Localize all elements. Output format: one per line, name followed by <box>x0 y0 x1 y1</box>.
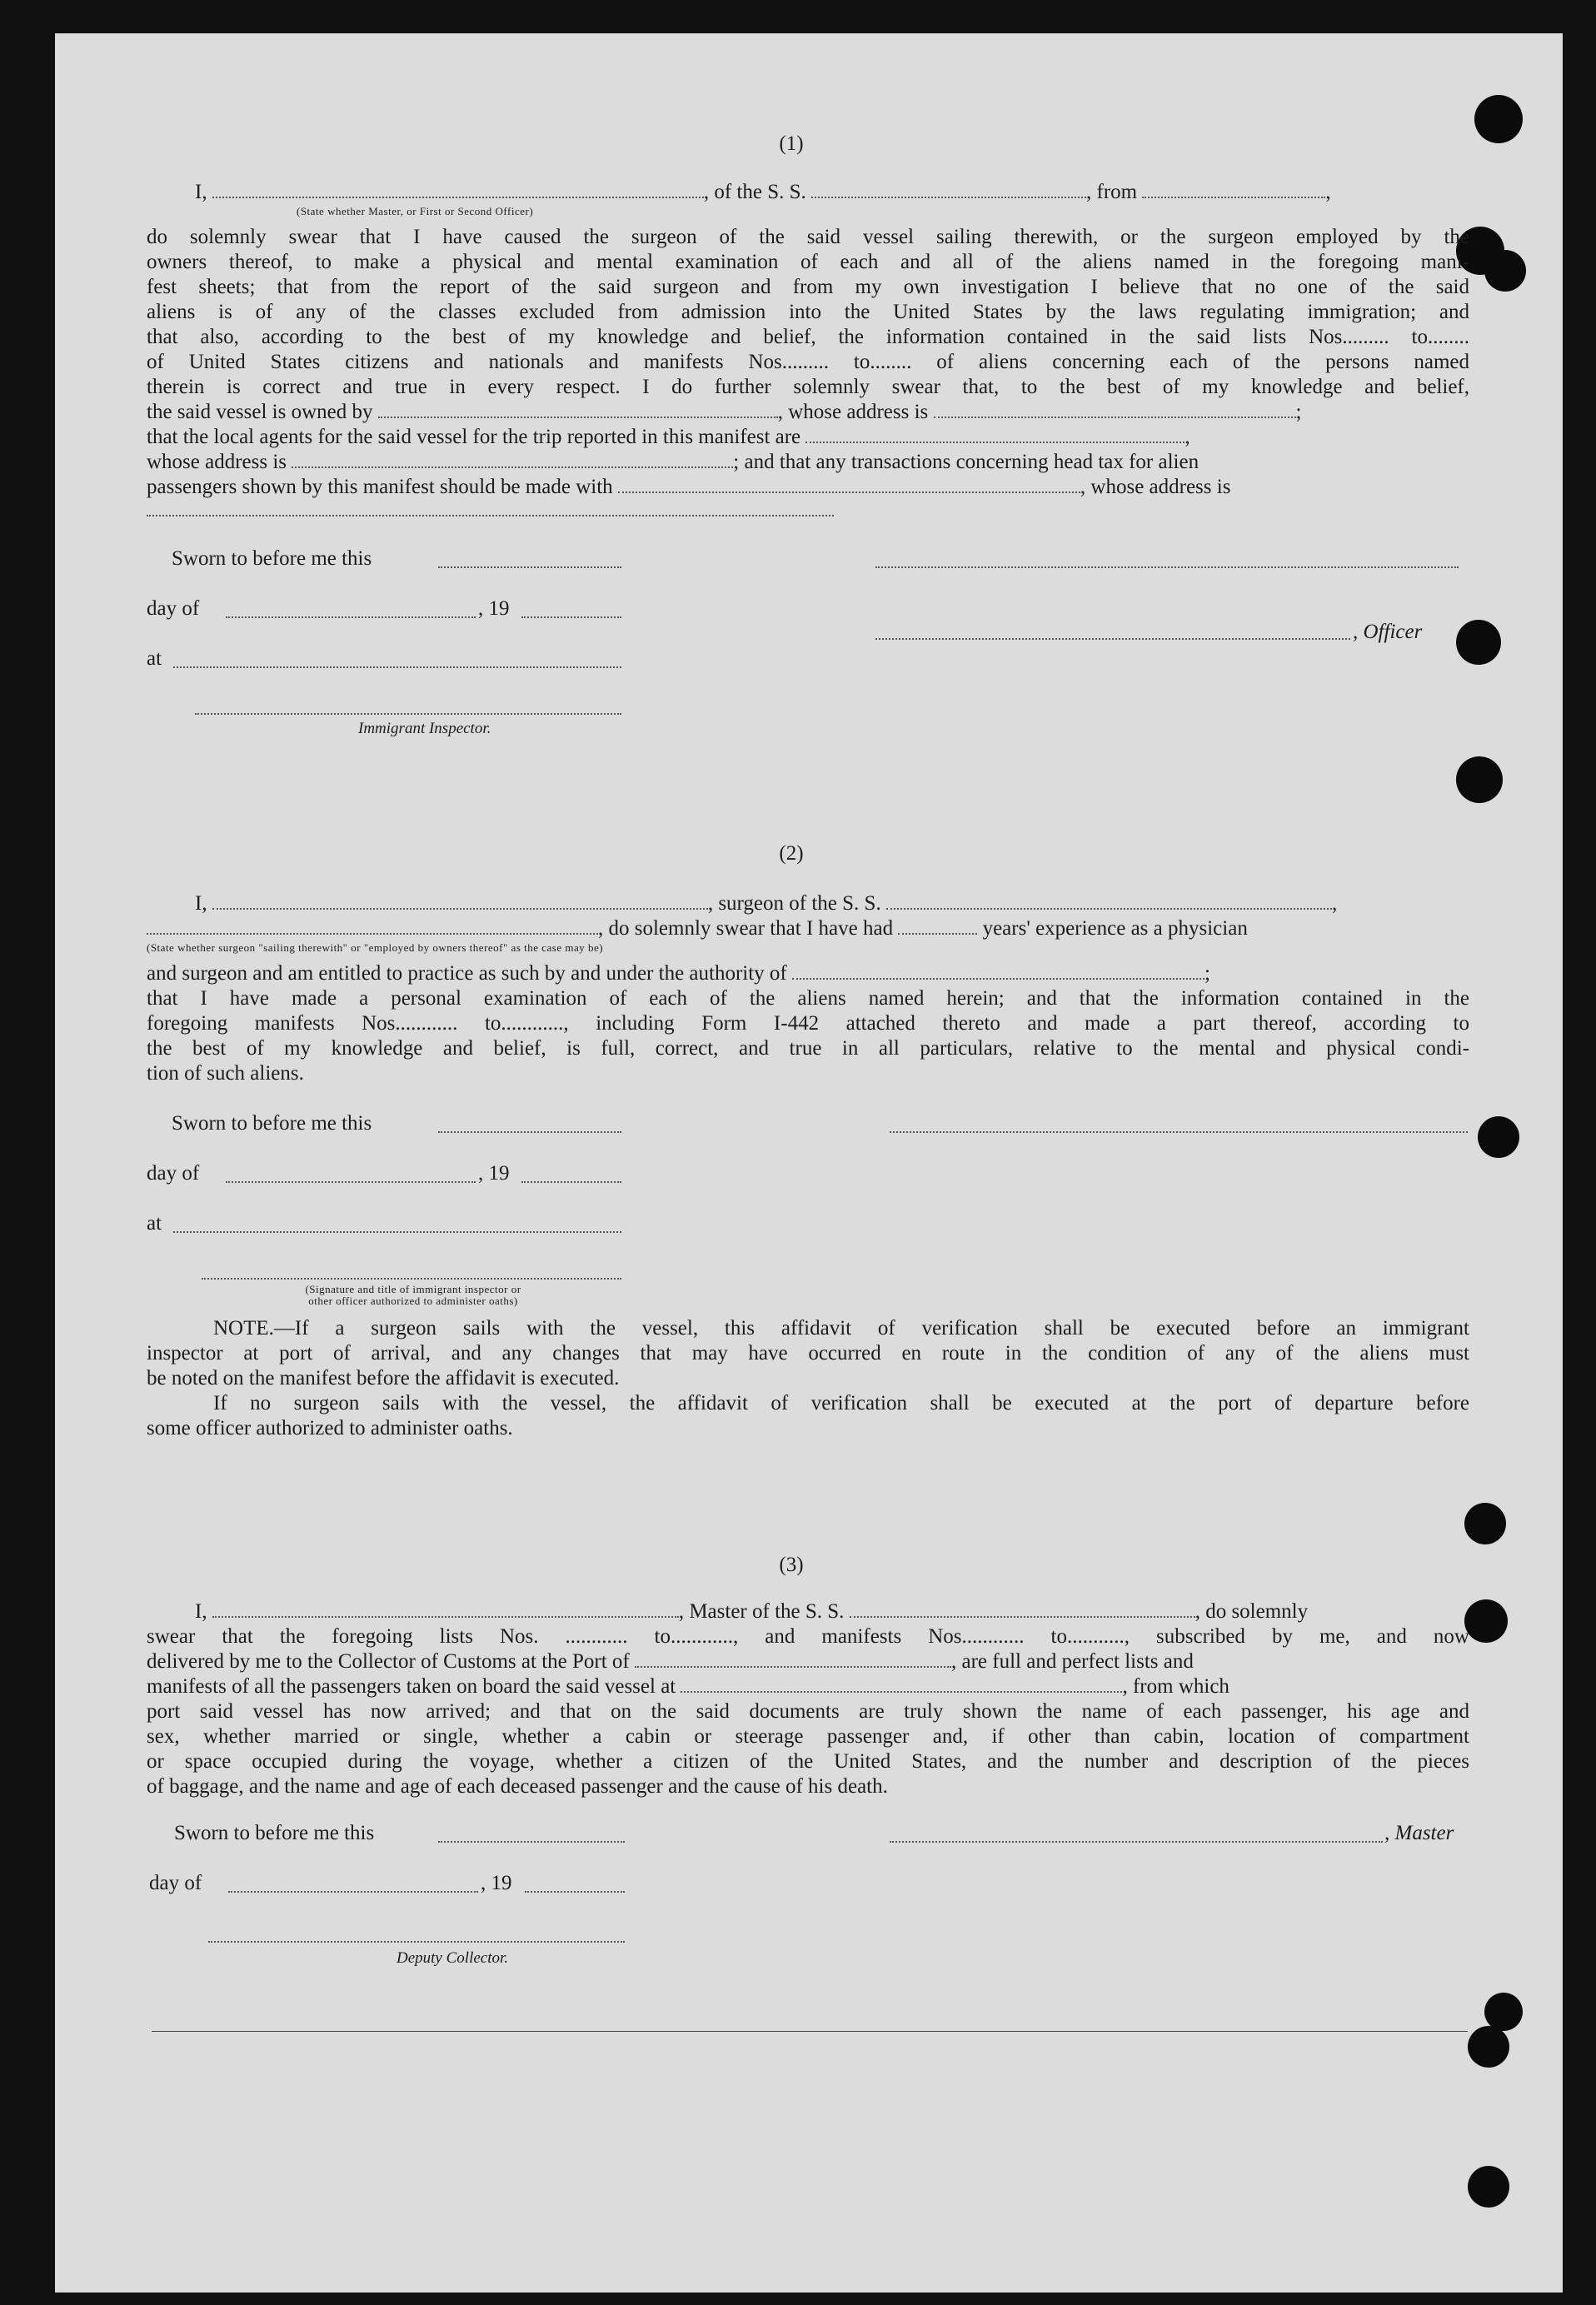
s3-embark-port-field[interactable] <box>681 1674 1122 1693</box>
section-2-number: (2) <box>779 842 804 865</box>
s2-i-label: I, <box>195 892 207 915</box>
s2-sworn-label: Sworn to before me this <box>172 1112 372 1135</box>
s1-whose-address-label: whose address is <box>147 451 287 473</box>
punch-hole <box>1474 95 1523 143</box>
s1-owned-by-label: the said vessel is owned by <box>147 401 373 423</box>
s1-semicolon: ; <box>1295 401 1302 423</box>
s3-sworn-label: Sworn to before me this <box>174 1822 375 1844</box>
s1-officer-label: , Officer <box>1353 621 1423 643</box>
s2-authority-line <box>147 961 1210 986</box>
s1-year-label: , 19 <box>478 597 510 620</box>
s1-year-field[interactable] <box>521 616 621 618</box>
s3-port-field[interactable] <box>635 1649 951 1668</box>
s3-collector-line <box>147 1649 1194 1674</box>
s3-master-name-field[interactable] <box>212 1599 679 1618</box>
punch-hole <box>1478 1116 1519 1158</box>
s3-sworn-date-field[interactable] <box>438 1841 625 1843</box>
s3-master-label: , Master <box>1384 1822 1454 1844</box>
s3-paragraph-line: of baggage, and the name and age of each deceased passenger and the cause of his death. <box>147 1775 888 1798</box>
s1-sworn-label: Sworn to before me this <box>172 547 372 570</box>
s2-paragraph-line: the best of my knowledge and belief, is full, correct, and true in all particulars, relative to the mental and physical condi- <box>147 1037 1469 1060</box>
s1-day-label: day of <box>147 597 200 620</box>
s2-day-field[interactable] <box>226 1181 476 1183</box>
bottom-rule <box>152 2031 1468 2032</box>
s2-at-place-field[interactable] <box>173 1231 621 1233</box>
punch-hole <box>1468 2026 1509 2068</box>
s1-owner-field[interactable] <box>378 400 778 418</box>
s2-vessel-name-field[interactable] <box>886 891 1332 910</box>
s1-head-tax-line <box>147 475 1230 500</box>
s3-day-field[interactable] <box>228 1891 478 1893</box>
s2-signature-caption: other officer authorized to administer oaths) <box>308 1295 518 1307</box>
s2-years-text: years' experience as a physician <box>982 917 1248 940</box>
s1-whose-address-label: , whose address is <box>1080 476 1231 498</box>
s1-head-tax-text: ; and that any transactions concerning head tax for alien <box>733 451 1199 473</box>
s3-paragraph-line: port said vessel has now arrived; and that on the said documents are truly shown the name of each passenger, his age and <box>147 1700 1469 1723</box>
note-line: NOTE.—If a surgeon sails with the vessel, this affidavit of verification shall be executed before an immigrant <box>213 1317 1469 1340</box>
s1-of-ss-label: , of the S. S. <box>703 181 806 203</box>
s3-paragraph-line: swear that the foregoing lists Nos. ............ to............, and manifests Nos............ to..........., subscribed by me, and now <box>147 1625 1469 1648</box>
note-line: inspector at port of arrival, and any changes that may have occurred en route in the condition of any of the aliens must <box>147 1342 1469 1365</box>
s1-paragraph-line: do solemnly swear that I have caused the surgeon of the said vessel sailing therewith, or the surgeon employed by the <box>147 226 1469 248</box>
punch-hole <box>1456 756 1503 803</box>
s2-authority-label: and surgeon and am entitled to practice as such by and under the authority of <box>147 962 787 985</box>
punch-hole <box>1464 1599 1508 1643</box>
s1-inspector-label: Immigrant Inspector. <box>358 720 491 737</box>
s1-line-1 <box>195 180 1331 205</box>
s1-officer-rank-field[interactable] <box>212 180 704 198</box>
s3-deputy-signature-field[interactable] <box>208 1941 625 1943</box>
s1-from-port-field[interactable] <box>1142 180 1325 198</box>
s2-surgeon-name-field[interactable] <box>212 891 708 910</box>
s1-paragraph-line: that also, according to the best of my knowledge and belief, the information contained in the said lists Nos......... to........ <box>147 326 1469 348</box>
s1-day-field[interactable] <box>226 616 476 618</box>
s1-owner-line <box>147 400 1301 425</box>
s1-agents-address-line <box>147 450 1199 475</box>
s2-year-label: , 19 <box>478 1162 510 1185</box>
s1-agents-address-field[interactable] <box>292 450 733 468</box>
s2-line-2 <box>147 916 1248 941</box>
s3-taken-on-board-label: manifests of all the passengers taken on board the said vessel at <box>147 1675 676 1698</box>
s1-sworn-date-field[interactable] <box>438 566 621 568</box>
s2-comma: , <box>1331 892 1338 915</box>
s2-line-1 <box>195 891 1337 916</box>
s2-paragraph-line: that I have made a personal examination of each of the aliens named herein; and that the information contained in the <box>147 987 1469 1010</box>
s2-paragraph-line: foregoing manifests Nos............ to............, including Form I-442 attached thereto and made a part thereof, according to <box>147 1012 1469 1035</box>
s1-vessel-name-field[interactable] <box>811 180 1086 198</box>
punch-hole <box>1456 620 1501 665</box>
s2-inspector-signature-field[interactable] <box>202 1278 621 1280</box>
s1-at-label: at <box>147 647 162 670</box>
note-line: If no surgeon sails with the vessel, the affidavit of verification shall be executed at the port of departure before <box>213 1392 1469 1414</box>
s1-whose-address-label: , whose address is <box>777 401 929 423</box>
s3-from-which-text: , from which <box>1122 1675 1229 1698</box>
s2-status-caption: (State whether surgeon "sailing therewith" or "employed by owners thereof" as the case may be) <box>147 941 604 954</box>
s1-paragraph-line: owners thereof, to make a physical and mental examination of each and all of the aliens named in the foregoing mani- <box>147 251 1469 273</box>
s2-semicolon: ; <box>1204 962 1210 985</box>
s2-years-field[interactable] <box>898 916 977 935</box>
s1-comma: , <box>1185 426 1190 448</box>
s2-surgeon-of-ss-label: , surgeon of the S. S. <box>707 892 881 915</box>
s2-signature-caption: (Signature and title of immigrant inspector or <box>305 1283 521 1295</box>
punch-hole <box>1464 1503 1506 1544</box>
s1-comma: , <box>1325 181 1331 203</box>
s3-collector-label: delivered by me to the Collector of Customs at the Port of <box>147 1650 630 1673</box>
s1-signature-field[interactable] <box>875 566 1459 568</box>
s3-perfect-lists-text: , are full and perfect lists and <box>951 1650 1194 1673</box>
s2-at-label: at <box>147 1212 162 1235</box>
s2-signature-field[interactable] <box>890 1131 1468 1133</box>
s3-embark-line <box>147 1674 1229 1699</box>
s3-year-field[interactable] <box>525 1891 625 1893</box>
section-3-number: (3) <box>779 1554 804 1576</box>
s1-paragraph-line: fest sheets; that from the report of the said surgeon and from my own investigation I believe that no one of the said <box>147 276 1469 298</box>
s1-paragraph-line: aliens is of any of the classes excluded from admission into the United States by the laws regulating immigration; and <box>147 301 1469 323</box>
s1-inspector-signature-field[interactable] <box>195 713 621 715</box>
s3-paragraph-line: or space occupied during the voyage, whether a citizen of the United States, and the number and description of the pieces <box>147 1750 1469 1773</box>
punch-hole <box>1484 250 1526 292</box>
s3-i-label: I, <box>195 1600 207 1623</box>
s2-sworn-date-field[interactable] <box>438 1131 621 1133</box>
note-line: be noted on the manifest before the affidavit is executed. <box>147 1367 620 1389</box>
s3-do-solemnly-text: , do solemnly <box>1195 1600 1309 1623</box>
s1-officer-signature-field[interactable] <box>875 638 1350 640</box>
s2-year-field[interactable] <box>521 1181 621 1183</box>
s1-head-tax-address-field[interactable] <box>147 515 834 516</box>
s3-master-signature-field[interactable] <box>890 1841 1383 1843</box>
s3-paragraph-line: sex, whether married or single, whether a cabin or steerage passenger and, if other than cabin, location of compartment <box>147 1725 1469 1748</box>
s1-owner-address-field[interactable] <box>934 400 1296 418</box>
s3-deputy-label: Deputy Collector. <box>397 1949 509 1967</box>
s1-agents-line <box>147 425 1190 450</box>
form-page <box>55 33 1563 2293</box>
punch-hole <box>1468 2166 1509 2208</box>
s1-local-agents-label: that the local agents for the said vessel for the trip reported in this manifest are <box>147 426 801 448</box>
s1-paragraph-line: therein is correct and true in every respect. I do further solemnly swear that, to the best of my knowledge and belief, <box>147 376 1469 398</box>
s1-from-label: , from <box>1086 181 1138 203</box>
s3-year-label: , 19 <box>481 1872 512 1894</box>
s3-day-label: day of <box>149 1872 202 1894</box>
s2-day-label: day of <box>147 1162 200 1185</box>
s3-master-of-ss-label: , Master of the S. S. <box>678 1600 845 1623</box>
s2-authority-field[interactable] <box>792 961 1204 980</box>
s1-rank-caption: (State whether Master, or First or Second Officer) <box>297 205 534 217</box>
s3-line-1 <box>195 1599 1308 1624</box>
s1-head-tax-party-field[interactable] <box>618 475 1080 493</box>
s2-paragraph-line: tion of such aliens. <box>147 1062 304 1085</box>
section-1-number: (1) <box>779 132 804 155</box>
s1-i-label: I, <box>195 181 207 203</box>
s1-local-agents-field[interactable] <box>805 425 1185 443</box>
s1-made-with-label: passengers shown by this manifest should be made with <box>147 476 613 498</box>
s1-at-place-field[interactable] <box>173 666 621 668</box>
s2-swear-text: , do solemnly swear that I have had <box>598 917 894 940</box>
s3-vessel-name-field[interactable] <box>850 1599 1195 1618</box>
s1-paragraph-line: of United States citizens and nationals and manifests Nos......... to........ of aliens concerning each of the persons named <box>147 351 1469 373</box>
s2-surgeon-status-field[interactable] <box>147 916 598 935</box>
note-line: some officer authorized to administer oaths. <box>147 1417 513 1439</box>
